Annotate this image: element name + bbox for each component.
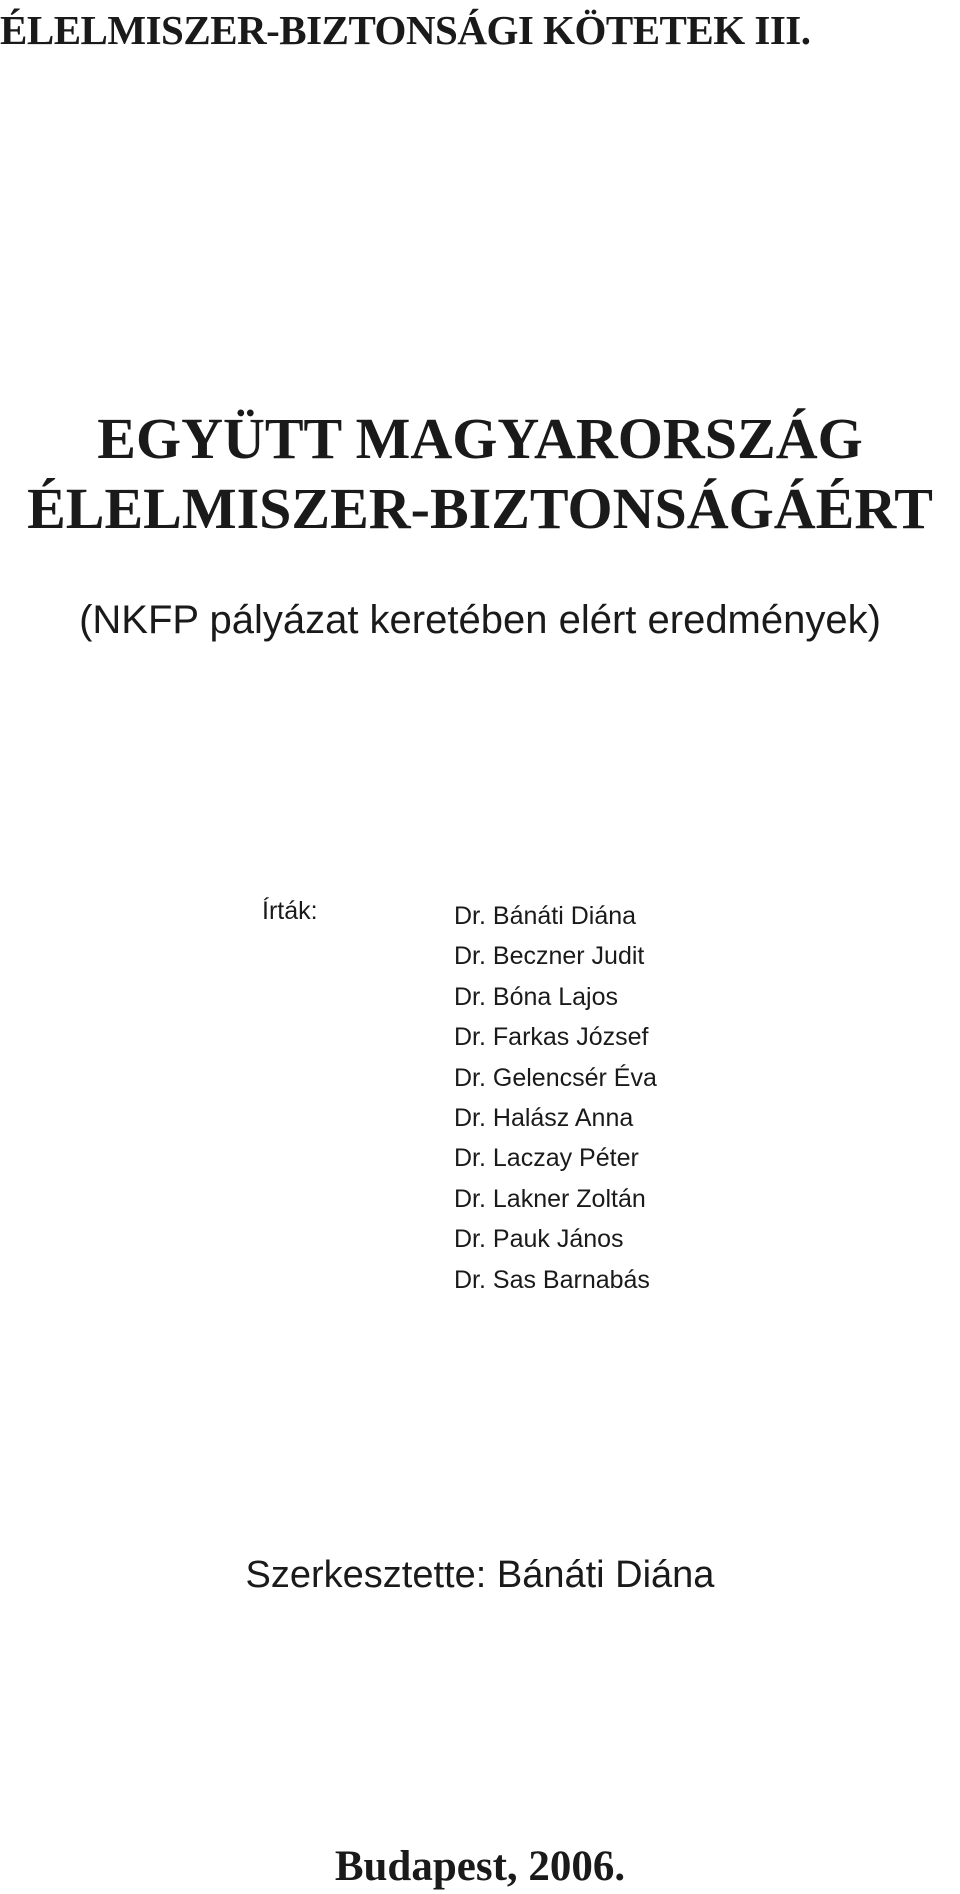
author-name: Dr. Beczner Judit (454, 942, 645, 971)
series-title: ÉLELMISZER-BIZTONSÁGI KÖTETEK III. (0, 7, 811, 53)
main-title-line-2: ÉLELMISZER-BIZTONSÁGÁÉRT (27, 476, 933, 541)
imprint: Budapest, 2006. (334, 1843, 626, 1890)
main-title-line-1: EGYÜTT MAGYARORSZÁG (97, 406, 863, 471)
author-name: Dr. Lakner Zoltán (454, 1184, 646, 1213)
author-name: Dr. Halász Anna (454, 1104, 634, 1133)
author-name: Dr. Pauk János (454, 1225, 624, 1254)
authors-list (454, 896, 657, 1300)
author-name: Dr. Sas Barnabás (454, 1265, 650, 1294)
author-name: Dr. Bánáti Diána (454, 902, 637, 930)
author-name: Dr. Gelencsér Éva (454, 1063, 657, 1092)
subtitle: (NKFP pályázat keretében elért eredmények) (79, 598, 881, 642)
author-name: Dr. Farkas József (454, 1023, 649, 1052)
authors-label: Írták: (262, 897, 318, 925)
editor-line: Szerkesztette: Bánáti Diána (245, 1554, 715, 1596)
author-name: Dr. Bóna Lajos (454, 982, 618, 1011)
author-name: Dr. Laczay Péter (454, 1144, 639, 1173)
main-title (0, 404, 960, 544)
